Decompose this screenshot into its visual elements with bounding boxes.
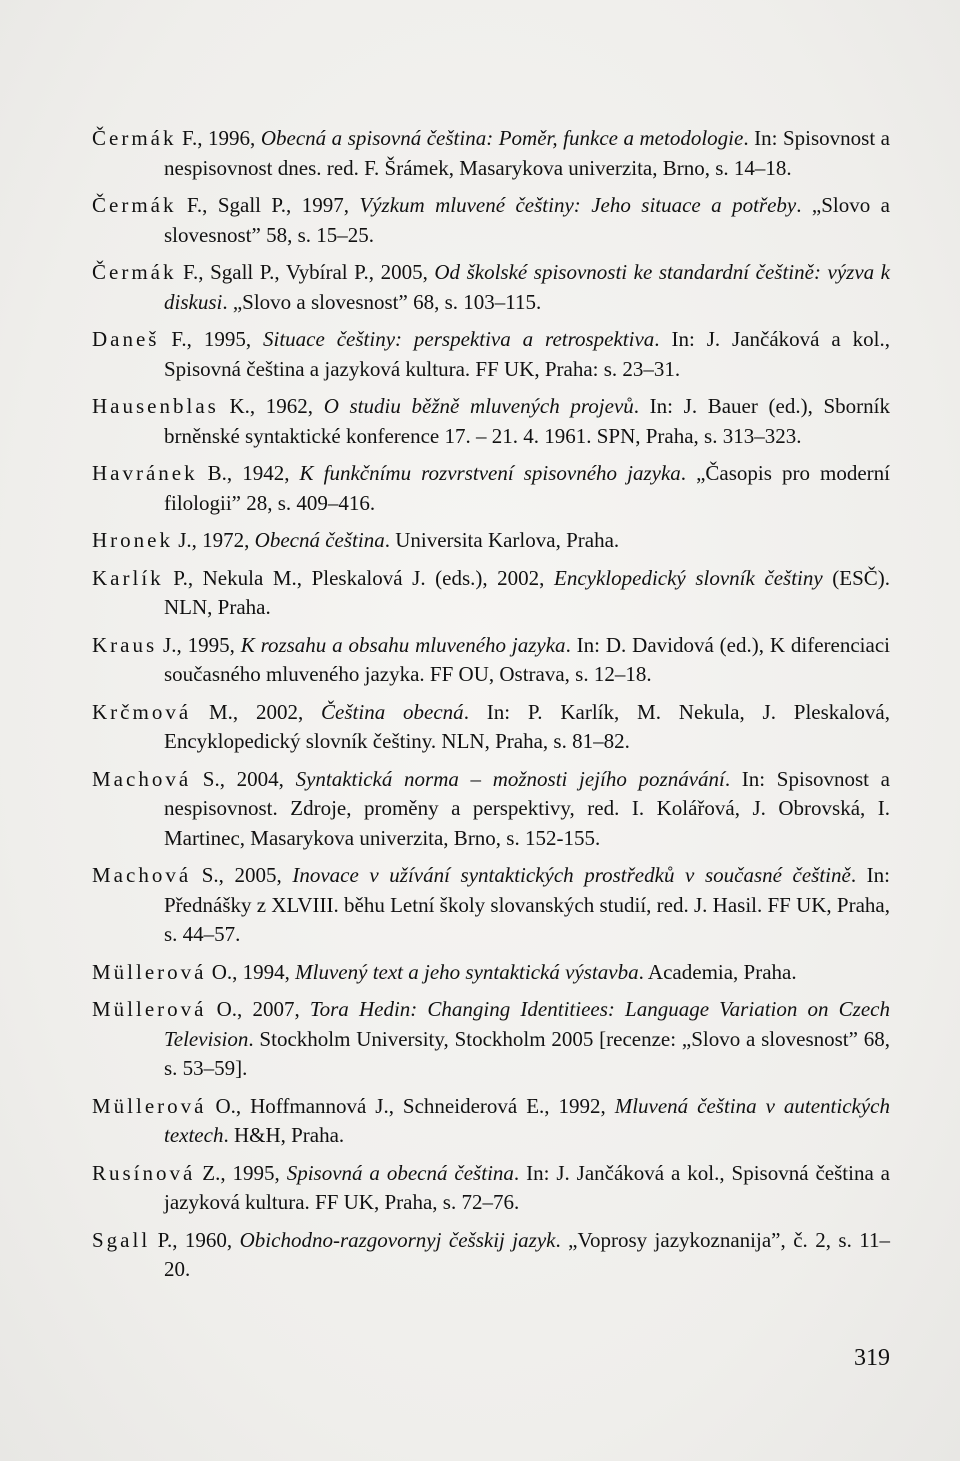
reference-author: Müllerová bbox=[92, 1093, 207, 1118]
reference-title: Encyklopedický slovník češtiny bbox=[554, 565, 823, 590]
reference-entry bbox=[92, 995, 890, 1084]
reference-entry bbox=[92, 1159, 890, 1218]
reference-details: . In: D. Davidová (ed.), K diferenciaci současného mluveného jazyka. FF OU, Ostrava, s. 12–18. bbox=[164, 632, 890, 686]
reference-entry bbox=[92, 459, 890, 518]
reference-title: Mluvená čeština v autentických textech bbox=[164, 1093, 890, 1147]
reference-prefix: O., Hoffmannová J., Schneiderová E., 1992, bbox=[206, 1093, 615, 1118]
reference-details: . In: Spisovnost a nespisovnost. Zdroje, proměny a perspektivy, red. I. Kolářová, J. Obrovská, I. Martinec, Masarykova univerzita, Brno, s. 152-155. bbox=[164, 766, 890, 850]
reference-details: . H&H, Praha. bbox=[223, 1123, 345, 1147]
reference-prefix: J., 1972, bbox=[172, 528, 255, 552]
reference-prefix: P., 1960, bbox=[150, 1227, 240, 1252]
reference-entry bbox=[92, 258, 890, 317]
reference-entry bbox=[92, 564, 890, 623]
reference-prefix: Z., 1995, bbox=[195, 1160, 287, 1185]
reference-details: . In: J. Bauer (ed.), Sborník brněnské syntaktické konference 17. – 21. 4. 1961. SPN, Praha, s. 313–323. bbox=[164, 394, 890, 448]
reference-author: Müllerová bbox=[92, 959, 207, 984]
reference-details: . „Voprosy jazykoznanija”, č. 2, s. 11–20. bbox=[164, 1227, 890, 1281]
reference-author: Čermák bbox=[92, 260, 177, 284]
reference-entry bbox=[92, 861, 890, 950]
reference-title: Čeština obecná bbox=[321, 699, 464, 724]
reference-prefix: F., Sgall P., Vybíral P., 2005, bbox=[176, 260, 435, 284]
reference-title: Obecná a spisovná čeština: Poměr, funkce a metodologie bbox=[260, 126, 744, 150]
reference-author: Machová bbox=[92, 863, 192, 887]
reference-prefix: P., Nekula M., Pleskalová J. (eds.), 2002, bbox=[163, 565, 555, 590]
page-number: 319 bbox=[854, 1345, 890, 1371]
reference-title: Obichodno-razgovornyj češskij jazyk bbox=[239, 1227, 556, 1252]
reference-title: Mluvený text a jeho syntaktická výstavba bbox=[295, 959, 639, 984]
reference-prefix: J., 1995, bbox=[157, 632, 241, 657]
reference-prefix: S., 2004, bbox=[191, 766, 296, 791]
reference-prefix: B., 1942, bbox=[197, 461, 300, 485]
reference-details: . In: J. Jančáková a kol., Spisovná čeština a jazyková kultura. FF UK, Praha: s. 23–31. bbox=[164, 327, 890, 381]
reference-prefix: S., 2005, bbox=[191, 863, 293, 887]
reference-prefix: K., 1962, bbox=[218, 394, 324, 418]
reference-details: . „Slovo a slovesnost” 68, s. 103–115. bbox=[222, 289, 542, 314]
reference-entry bbox=[92, 698, 890, 757]
reference-title: Tora Hedin: Changing Identitiees: Language Variation on Czech Television bbox=[164, 997, 890, 1051]
reference-entry bbox=[92, 1092, 890, 1151]
reference-author: Rusínová bbox=[92, 1160, 196, 1185]
reference-entry bbox=[92, 392, 890, 451]
reference-entry bbox=[92, 631, 890, 690]
reference-entry bbox=[92, 1226, 890, 1285]
reference-title: K funkčnímu rozvrstvení spisovného jazyka bbox=[299, 461, 681, 485]
reference-entry bbox=[92, 765, 890, 854]
reference-prefix: M., 2002, bbox=[191, 699, 322, 724]
reference-details: . „Slovo a slovesnost” 58, s. 15–25. bbox=[164, 193, 890, 247]
reference-title: Spisovná a obecná čeština bbox=[286, 1160, 514, 1185]
reference-details: . „Časopis pro moderní filologii” 28, s. 409–416. bbox=[164, 461, 890, 515]
reference-prefix: O., 1994, bbox=[206, 959, 296, 984]
reference-details: . Academia, Praha. bbox=[638, 959, 797, 984]
reference-title: Inovace v užívání syntaktických prostředků v současné češtině bbox=[292, 863, 851, 887]
reference-title: Syntaktická norma – možnosti jejího poznávání bbox=[295, 766, 725, 791]
reference-prefix: F., Sgall P., 1997, bbox=[176, 193, 360, 217]
reference-entry bbox=[92, 958, 890, 988]
reference-title: K rozsahu a obsahu mluveného jazyka bbox=[240, 632, 566, 657]
reference-author: Müllerová bbox=[92, 997, 207, 1021]
reference-details: . In: Přednášky z XLVIII. běhu Letní školy slovanských studií, red. J. Hasil. FF UK, Praha, s. 44–57. bbox=[164, 863, 890, 946]
reference-author: Sgall bbox=[92, 1227, 151, 1252]
reference-author: Krčmová bbox=[92, 699, 192, 724]
reference-author: Kraus bbox=[92, 632, 158, 657]
reference-author: Machová bbox=[92, 766, 192, 791]
reference-author: Karlík bbox=[92, 565, 164, 590]
reference-entry bbox=[92, 325, 890, 384]
reference-author: Hronek bbox=[92, 528, 173, 552]
reference-title: O studiu běžně mluvených projevů bbox=[323, 394, 634, 418]
reference-entry bbox=[92, 124, 890, 183]
reference-details: . In: Spisovnost a nespisovnost dnes. red. F. Šrámek, Masarykova univerzita, Brno, s. 14–18. bbox=[164, 126, 891, 180]
reference-title: Situace češtiny: perspektiva a retrospektiva bbox=[262, 327, 655, 351]
reference-list bbox=[92, 124, 890, 1293]
reference-title: Od školské spisovnosti ke standardní češtině: výzva k diskusi bbox=[164, 260, 891, 314]
reference-prefix: F., 1996, bbox=[176, 126, 261, 150]
reference-entry bbox=[92, 191, 890, 250]
reference-entry bbox=[92, 526, 890, 556]
reference-details: . Universita Karlova, Praha. bbox=[384, 528, 620, 552]
reference-prefix: O., 2007, bbox=[206, 997, 310, 1021]
reference-prefix: F., 1995, bbox=[159, 327, 263, 351]
reference-details: . In: J. Jančáková a kol., Spisovná čeština a jazyková kultura. FF UK, Praha, s. 72–76. bbox=[164, 1160, 891, 1214]
reference-details: . Stockholm University, Stockholm 2005 [recenze: „Slovo a slovesnost” 68, s. 53–59]. bbox=[164, 1026, 890, 1080]
reference-author: Čermák bbox=[92, 126, 177, 150]
reference-author: Čermák bbox=[92, 193, 177, 217]
reference-details: . In: P. Karlík, M. Nekula, J. Pleskalová, Encyklopedický slovník češtiny. NLN, Praha, s. 81–82. bbox=[164, 699, 891, 753]
reference-title: Obecná čeština bbox=[254, 528, 385, 552]
reference-details: (ESČ). NLN, Praha. bbox=[164, 565, 891, 619]
reference-author: Daneš bbox=[92, 327, 160, 351]
reference-author: Hausenblas bbox=[92, 394, 219, 418]
reference-title: Výzkum mluvené češtiny: Jeho situace a potřeby bbox=[359, 193, 797, 217]
reference-author: Havránek bbox=[92, 461, 198, 485]
